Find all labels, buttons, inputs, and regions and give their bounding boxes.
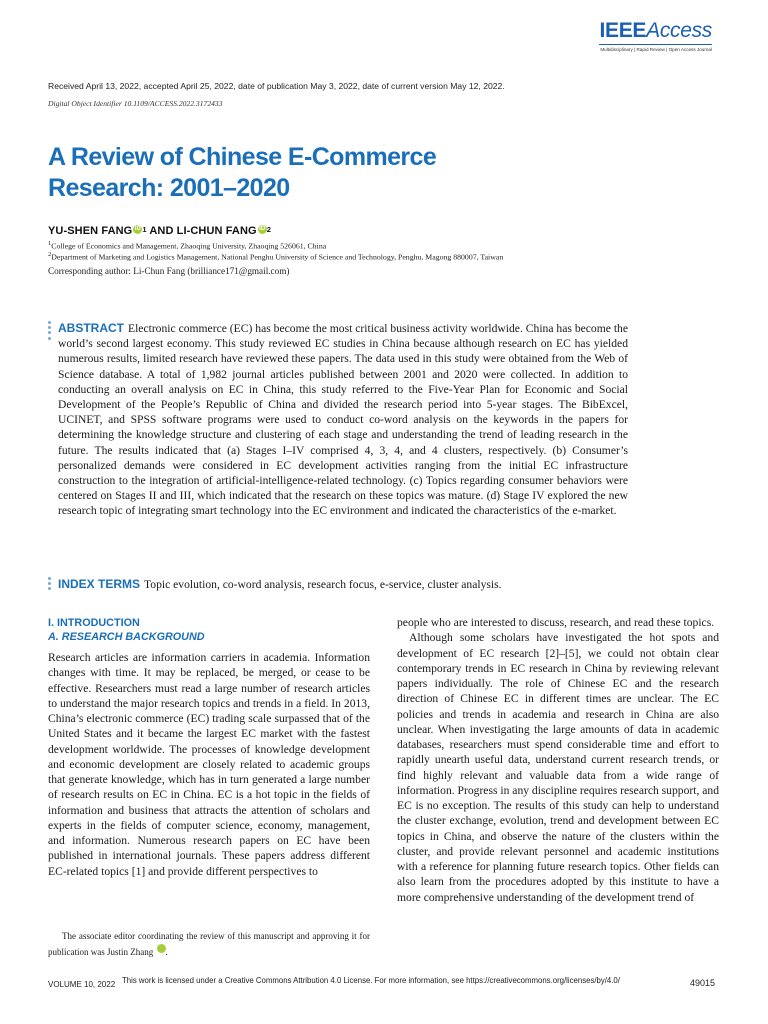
abstract	[58, 321, 628, 519]
abstract-text: Electronic commerce (EC) has become the most critical business activity worldwide. China has become the world’s second largest economy. This study reviewed EC studies in China because although research on EC has yielded numerous results, limited research have reviewed these papers. The data used in this study were obtained from the Web of Science database. A total of 1,982 journal articles published between 2001 and 2020 were collected. In addition to conducting an overall analysis on EC in China, this study referred to the Five-Year Plan for Economic and Social Development of the People’s Republic of China and divided the research period into 5-year stages. The BibExcel, UCINET, and SPSS software programs were used to conduct co-word analysis on the keywords in the papers for determining the knowledge structure and clustering of each stage and understanding the trend of leading research in the future. The results indicated that (a) Stages I–IV comprised 4, 3, 4, and 4 clusters, respectively. (b) Consumer’s personalized demands were considered in EC development activities ranging from the initial EC infrastructure construction to the integration of artificial-intelligence-related technology. (c) Topics regarding consumer behaviors were centered on Stages II and III, which indicated that the research on these topics was mature. (d) Stage IV explored the new research topic of integrating smart technology into the EC environment and indicated the characteristics of the e-market.	[58, 322, 628, 518]
affil-2-text: Department of Marketing and Logistics Management, National Penghu University of Science and Technology, Penghu, Magong 880007, Taiwan	[51, 252, 504, 262]
author-connector: AND LI-CHUN FANG	[149, 225, 257, 237]
index-terms-label: INDEX TERMS	[58, 577, 141, 591]
left-column-body	[48, 650, 370, 879]
affil-1-mark: 1	[48, 240, 52, 247]
section-heading: I. INTRODUCTION	[48, 617, 140, 629]
orcid-icon[interactable]: iD	[157, 944, 166, 953]
logo-tagline: Multidisciplinary | Rapid Review | Open Access Journal	[599, 44, 712, 52]
intro-paragraph-1: Research articles are information carriers in academia. Information changes with time. It may be replaced, be merged, or cease to be effective. Researchers must read a large number of research articles to understand the major research topics and trends in a field. In 2013, China’s electronic commerce (EC) trading scale surpassed that of the United States and it became the largest EC market with the fastest development worldwide. The processes of knowledge development and economic development are closely related to academic groups that generate knowledge, which has in turn generated a large number of research results on EC in China. EC is a hot topic in the fields of information and business that attracts the attention of scholars and experts in the fields of computer science, economy, management, and information. Numerous research papers on EC have been published in international journals. These papers address different EC-related topics [1] and provide different perspectives to	[48, 651, 370, 878]
intro-paragraph-2: Although some scholars have investigated the hot spots and development of EC research [2]–[5], we could not obtain clear contemporary trends in EC research in China by reviewing relevant papers individually. The role of Chinese EC and the research direction of Chinese EC in different times are unclear. The EC policies and trends in academia and research in China are also unclear. When investigating the large amounts of data in academic databases, researchers must spend considerable time and effort to rapidly unearth useful data, understand current research trends, or find highly relevant and valuable data from a wide range of information. Progress in any discipline requires research support, and EC is no exception. The results of this study can help to understand the cluster exchange, evolution, trend and development between EC topics in China, and observe the nature of the clusters within the cluster, and provide relevant personnel and academic institutions with a reference for planning future research topics. Other fields can also learn from the procedures adopted by this institute to have a more comprehensive understanding of the development trend of	[397, 631, 719, 904]
abstract-label: ABSTRACT	[58, 321, 124, 335]
footnote-text: The associate editor coordinating the review of this manuscript and approving it for publication was Justin Zhang	[48, 931, 370, 957]
author-2-affil-mark: 2	[266, 225, 271, 234]
title-line-1: A Review of Chinese E-Commerce	[48, 143, 437, 171]
orcid-icon[interactable]: iD	[259, 226, 266, 232]
footer-volume: VOLUME 10, 2022	[48, 980, 116, 989]
affiliation-1	[48, 240, 326, 251]
affil-1-text: College of Economics and Management, Zhaoqing University, Zhaoqing 526061, China	[51, 241, 327, 251]
affil-2-mark: 2	[48, 251, 52, 258]
received-dates: Received April 13, 2022, accepted April 25, 2022, date of publication May 3, 2022, date of current version May 12, 2022.	[48, 81, 505, 91]
orcid-icon[interactable]: iD	[134, 226, 141, 232]
affiliation-2	[48, 251, 503, 262]
corresponding-author: Corresponding author: Li-Chun Fang (brilliance171@gmail.com)	[48, 266, 290, 276]
logo-ieee: IEEE	[599, 19, 647, 42]
editor-footnote	[48, 928, 370, 960]
subsection-heading: A. RESEARCH BACKGROUND	[48, 631, 205, 643]
index-terms-marker-dots	[48, 577, 52, 593]
author-1-name: YU-SHEN FANG	[48, 225, 133, 237]
footer-license: This work is licensed under a Creative Commons Attribution 4.0 License. For more information, see https://creativecommons.org/licenses/by/4.0/	[122, 976, 620, 985]
intro-paragraph-1-continued: people who are interested to discuss, research, and read these topics.	[397, 616, 715, 629]
right-column-body	[397, 615, 719, 905]
title-line-2: Research: 2001–2020	[48, 174, 290, 202]
journal-logo	[599, 19, 712, 52]
paper-title	[48, 142, 608, 204]
author-1-affil-mark: 1	[142, 225, 147, 234]
page-number: 49015	[690, 978, 716, 988]
abstract-marker-dots	[48, 321, 52, 342]
doi-line: Digital Object Identifier 10.1109/ACCESS.2022.3172433	[48, 99, 223, 108]
footnote-end: .	[165, 947, 168, 957]
author-line	[48, 225, 271, 237]
index-terms-text: Topic evolution, co-word analysis, research focus, e-service, cluster analysis.	[144, 578, 502, 591]
logo-access: Access	[646, 19, 712, 42]
index-terms	[58, 577, 658, 592]
